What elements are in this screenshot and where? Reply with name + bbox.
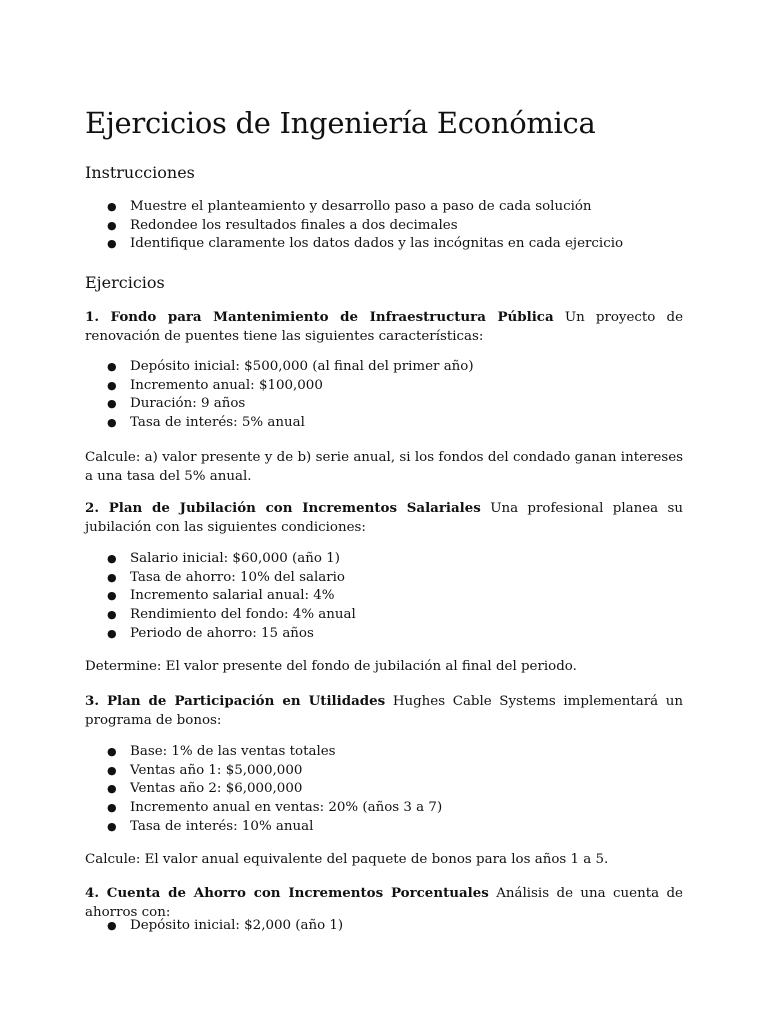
- bullet-icon: ●: [107, 218, 117, 232]
- list-item: ● Rendimiento del fondo: 4% anual: [85, 606, 356, 625]
- exercise-3-intro: Hughes Cable Systems implementará un programa de bonos:: [85, 694, 683, 728]
- list-item: ● Periodo de ahorro: 15 años: [85, 625, 356, 644]
- instructions-heading: Instrucciones: [85, 163, 195, 182]
- list-item: ● Ventas año 2: $6,000,000: [85, 780, 442, 799]
- bullet-icon: ●: [107, 397, 117, 411]
- exercise-1-title: 1. Fondo para Mantenimiento de Infraestructura Pública: [85, 309, 554, 325]
- exercise-3-task: Calcule: El valor anual equivalente del paquete de bonos para los años 1 a 5.: [85, 852, 609, 867]
- exercise-2-title: 2. Plan de Jubilación con Incrementos Salariales: [85, 500, 481, 516]
- exercise-2-data-list: [85, 550, 356, 644]
- bullet-icon: ●: [107, 819, 117, 833]
- exercise-2-intro: Una profesional planea su jubilación con las siguientes condiciones:: [85, 501, 684, 535]
- document-title: Ejercicios de Ingeniería Económica: [85, 106, 596, 140]
- bullet-icon: ●: [107, 745, 117, 758]
- exercise-4-intro: Análisis de una cuenta de ahorros con:: [85, 886, 683, 920]
- bullet-icon: ●: [107, 552, 117, 565]
- bullet-icon: ●: [107, 360, 117, 373]
- list-item: ● Redondee los resultados finales a dos decimales: [85, 217, 623, 236]
- list-item: ● Duración: 9 años: [85, 395, 474, 414]
- list-item: ● Incremento salarial anual: 4%: [85, 587, 356, 606]
- bullet-icon: ●: [107, 570, 117, 584]
- bullet-icon: ●: [107, 626, 117, 640]
- exercise-4-data-list: [85, 917, 343, 936]
- bullet-icon: ●: [107, 801, 117, 815]
- bullet-icon: ●: [107, 782, 117, 796]
- list-item: ● Muestre el planteamiento y desarrollo paso a paso de cada solución: [85, 198, 623, 217]
- bullet-icon: ●: [107, 237, 117, 251]
- exercise-3-data-list: [85, 743, 442, 837]
- exercise-1-task: Calcule: a) valor presente y de b) serie anual, si los fondos del condado ganan intereses a una tasa del 5% anual.: [85, 450, 683, 484]
- exercise-1-data-list: [85, 358, 474, 433]
- exercise-1-intro: Un proyecto de renovación de puentes tiene las siguientes características:: [85, 310, 684, 344]
- exercise-3-statement: [85, 692, 683, 730]
- exercise-4-title: 4. Cuenta de Ahorro con Incrementos Porcentuales: [85, 885, 489, 901]
- exercises-heading: Ejercicios: [85, 273, 165, 292]
- bullet-icon: ●: [107, 416, 117, 430]
- list-item: ● Salario inicial: $60,000 (año 1): [85, 550, 356, 569]
- list-item: ● Base: 1% de las ventas totales: [85, 743, 442, 762]
- list-item: ● Tasa de interés: 10% anual: [85, 818, 442, 837]
- exercise-2-task: Determine: El valor presente del fondo de jubilación al final del periodo.: [85, 659, 577, 674]
- exercise-1-statement: [85, 308, 683, 346]
- list-item: ● Tasa de interés: 5% anual: [85, 414, 474, 433]
- list-item: ● Depósito inicial: $2,000 (año 1): [85, 917, 343, 936]
- list-item: ● Incremento anual: $100,000: [85, 377, 474, 396]
- instructions-list: [85, 198, 623, 254]
- list-item: ● Tasa de ahorro: 10% del salario: [85, 569, 356, 588]
- bullet-icon: ●: [107, 378, 117, 392]
- bullet-icon: ●: [107, 608, 117, 622]
- exercise-2-statement: [85, 499, 683, 537]
- bullet-icon: ●: [107, 200, 117, 213]
- list-item: ● Incremento anual en ventas: 20% (años 3 a 7): [85, 799, 442, 818]
- bullet-icon: ●: [107, 763, 117, 777]
- bullet-icon: ●: [107, 589, 117, 603]
- bullet-icon: ●: [107, 919, 117, 932]
- list-item: ● Depósito inicial: $500,000 (al final del primer año): [85, 358, 474, 377]
- list-item: ● Ventas año 1: $5,000,000: [85, 762, 442, 781]
- list-item: ● Identifique claramente los datos dados y las incógnitas en cada ejercicio: [85, 235, 623, 254]
- exercise-3-title: 3. Plan de Participación en Utilidades: [85, 693, 386, 709]
